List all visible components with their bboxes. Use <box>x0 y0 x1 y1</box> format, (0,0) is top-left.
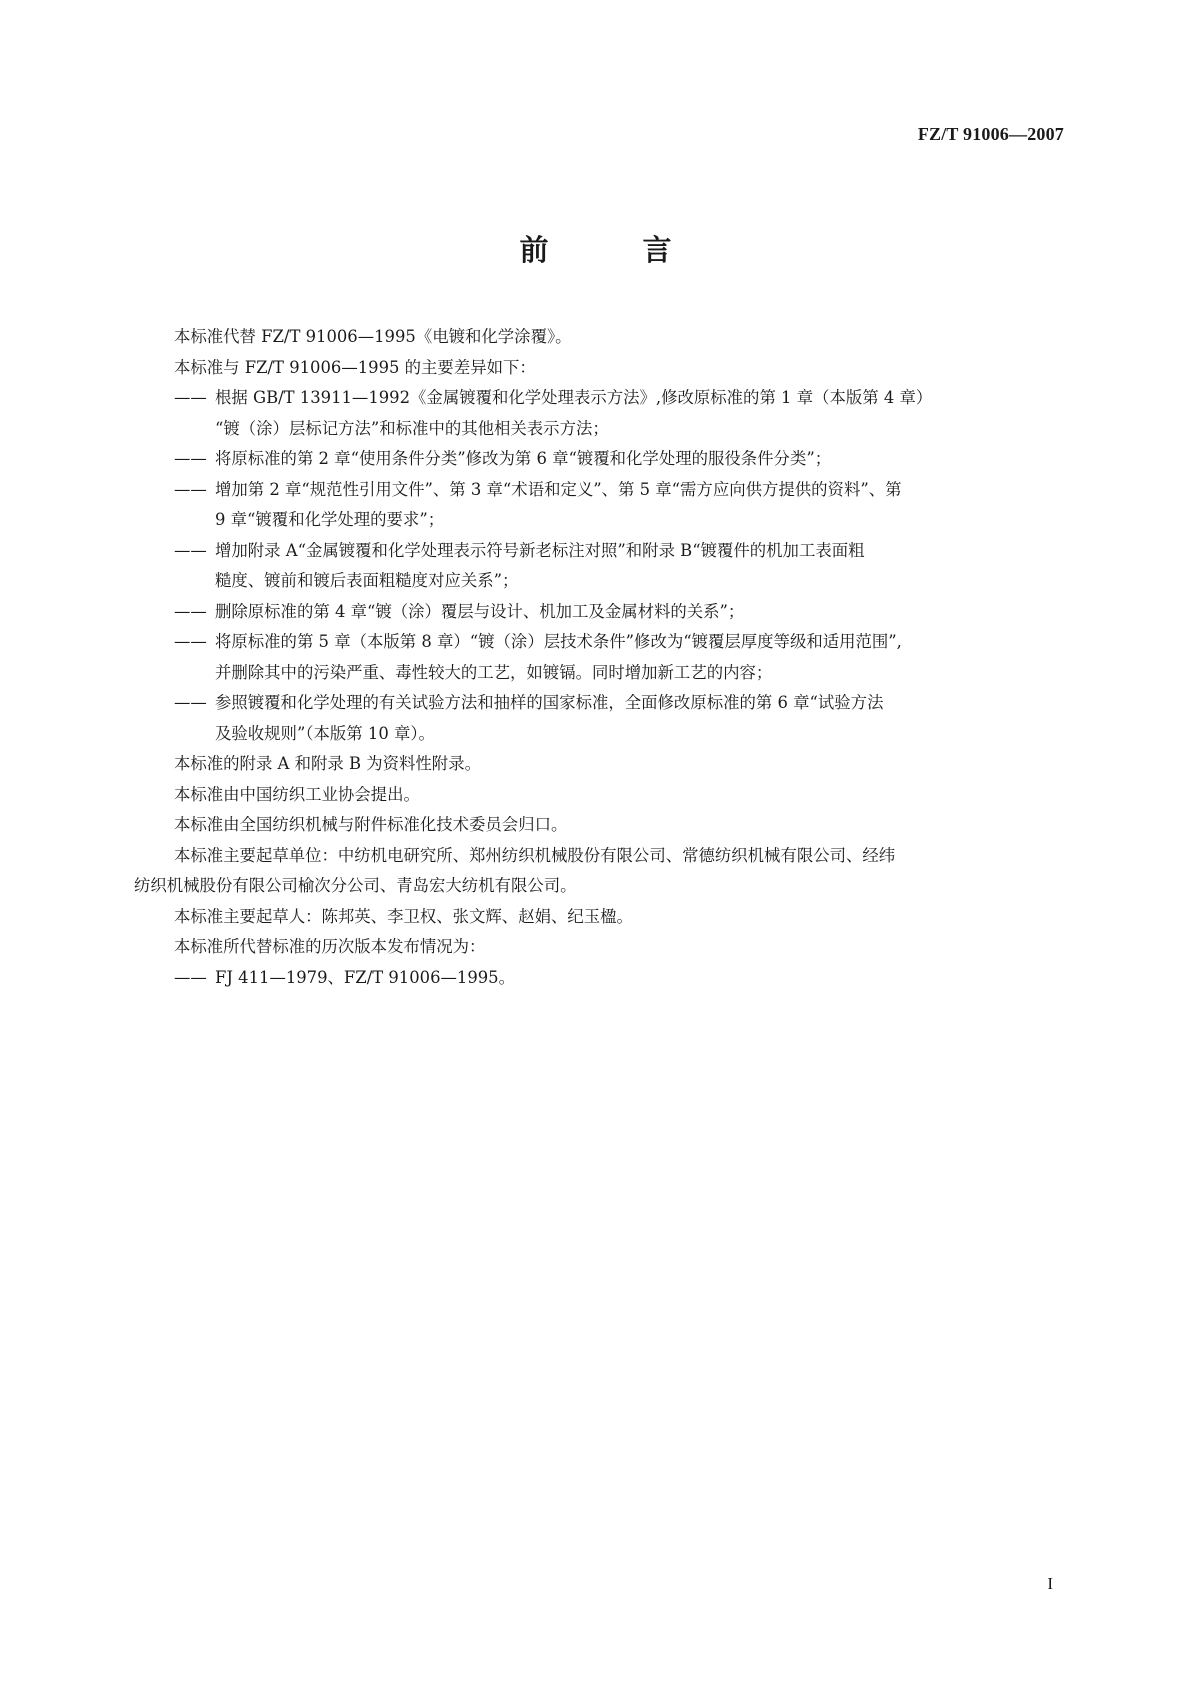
list-item <box>134 627 1062 688</box>
list-item-line: 将原标准的第 5 章（本版第 8 章）“镀（涂）层技术条件”修改为“镀覆层厚度等级和适用范围”, <box>215 632 902 651</box>
dash-marker: —— <box>174 540 207 560</box>
paragraph: 本标准所代替标准的历次版本发布情况为： <box>174 937 486 956</box>
list-item-line: FJ 411—1979、FZ/T 91006—1995。 <box>215 967 515 987</box>
standard-code: FZ/T 91006—2007 <box>917 124 1064 144</box>
list-item <box>134 536 1062 597</box>
list-item-line: 将原标准的第 2 章“使用条件分类”修改为第 6 章“镀覆和化学处理的服役条件分类”； <box>215 449 832 468</box>
paragraph-continuation: 纺织机械股份有限公司榆次分公司、青岛宏大纺机有限公司。 <box>134 876 577 895</box>
list-item-line: 糙度、镀前和镀后表面粗糙度对应关系”； <box>215 571 519 590</box>
list-item <box>134 963 1062 994</box>
dash-marker: —— <box>174 601 207 621</box>
paragraph: 本标准由中国纺织工业协会提出。 <box>174 784 420 804</box>
list-item <box>134 597 1062 628</box>
paragraph: 本标准主要起草单位：中纺机电研究所、郑州纺织机械股份有限公司、常德纺织机械有限公司、经纬 <box>174 845 896 865</box>
paragraph: 本标准与 FZ/T 91006—1995 的主要差异如下： <box>174 357 536 377</box>
list-item-line: 增加第 2 章“规范性引用文件”、第 3 章“术语和定义”、第 5 章“需方应向供方提供的资料”、第 <box>215 479 902 499</box>
list-item-line: 及验收规则”（本版第 10 章）。 <box>215 723 435 743</box>
list-item-line: 增加附录 A“金属镀覆和化学处理表示符号新老标注对照”和附录 B“镀覆件的机加工表面粗 <box>215 540 865 560</box>
list-item <box>134 688 1062 749</box>
paragraph: 本标准由全国纺织机械与附件标准化技术委员会归口。 <box>174 815 568 834</box>
dash-marker: —— <box>174 479 207 499</box>
list-item-line: 并删除其中的污染严重、毒性较大的工艺，如镀镉。同时增加新工艺的内容； <box>215 662 773 682</box>
page-number: I <box>1047 1574 1053 1593</box>
dash-marker: —— <box>174 449 207 468</box>
page-title: 前 言 <box>519 233 714 267</box>
list-item-line: 参照镀覆和化学处理的有关试验方法和抽样的国家标准，全面修改原标准的第 6 章“试验方法 <box>215 693 884 712</box>
dash-marker: —— <box>174 388 207 407</box>
list-item <box>134 444 1062 475</box>
list-item-line: 根据 GB/T 13911—1992《金属镀覆和化学处理表示方法》,修改原标准的第 1 章（本版第 4 章） <box>215 388 933 407</box>
dash-marker: —— <box>174 693 207 712</box>
list-item-line: “镀（涂）层标记方法”和标准中的其他相关表示方法； <box>215 418 609 438</box>
paragraph: 本标准的附录 A 和附录 B 为资料性附录。 <box>174 754 481 773</box>
list-item-line: 删除原标准的第 4 章“镀（涂）覆层与设计、机加工及金属材料的关系”； <box>215 601 745 621</box>
dash-marker: —— <box>174 967 207 987</box>
dash-marker: —— <box>174 632 207 651</box>
paragraph: 本标准代替 FZ/T 91006—1995《电镀和化学涂覆》。 <box>174 327 572 346</box>
list-item <box>134 475 1062 536</box>
list-item-line: 9 章“镀覆和化学处理的要求”； <box>215 510 445 529</box>
paragraph: 本标准主要起草人：陈邦英、李卫权、张文辉、赵娟、纪玉楹。 <box>174 906 633 926</box>
foreword-body <box>134 322 1062 993</box>
list-item <box>134 383 1062 444</box>
